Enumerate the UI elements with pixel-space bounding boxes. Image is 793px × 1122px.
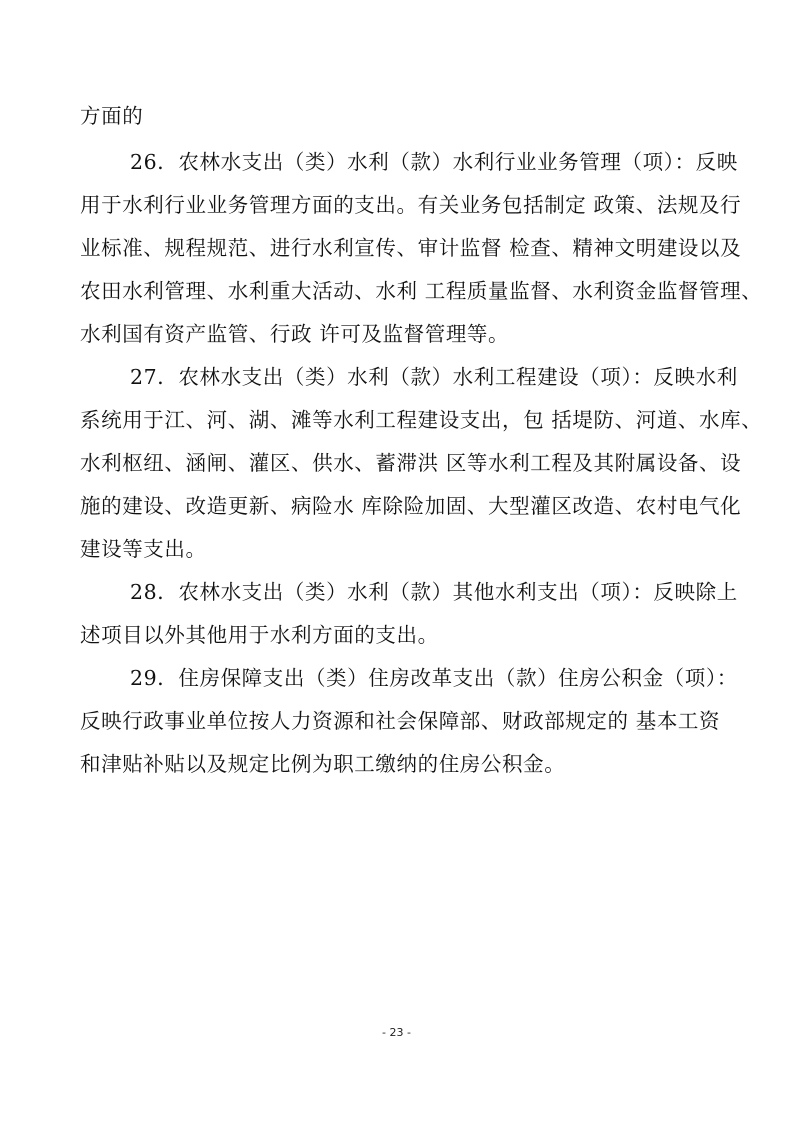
paragraph-27-line: 系统用于江、河、湖、滩等水利工程建设支出，包 括堤防、河道、水库、 bbox=[80, 408, 763, 432]
paragraph-28-line: 述项目以外其他用于水利方面的支出。 bbox=[80, 623, 439, 647]
paragraph-27-line: 27．农林水支出（类）水利（款）水利工程建设（项）：反映水利 bbox=[130, 365, 738, 389]
paragraph-29-line: 29．住房保障支出（类）住房改革支出（款）住房公积金（项）： bbox=[130, 666, 738, 690]
paragraph-26-line: 26．农林水支出（类）水利（款）水利行业业务管理（项）：反映 bbox=[130, 150, 738, 174]
paragraph-27-line: 施的建设、改造更新、病险水 库除险加固、大型灌区改造、农村电气化 bbox=[80, 494, 742, 518]
paragraph-27-line: 水利枢纽、涵闸、灌区、供水、蓄滞洪 区等水利工程及其附属设备、设 bbox=[80, 451, 742, 475]
paragraph-28-line: 28．农林水支出（类）水利（款）其他水利支出（项）：反映除上 bbox=[130, 580, 738, 604]
text-line: 方面的 bbox=[80, 104, 144, 128]
paragraph-26-line: 业标准、规程规范、进行水利宣传、审计监督 检查、精神文明建设以及 bbox=[80, 236, 742, 260]
paragraph-29-line: 和津贴补贴以及规定比例为职工缴纳的住房公积金。 bbox=[80, 752, 566, 776]
paragraph-26-line: 用于水利行业业务管理方面的支出。有关业务包括制定 政策、法规及行 bbox=[80, 193, 742, 217]
paragraph-29-line: 反映行政事业单位按人力资源和社会保障部、财政部规定的 基本工资 bbox=[80, 709, 721, 733]
paragraph-26-line: 水利国有资产监管、行政 许可及监督管理等。 bbox=[80, 322, 510, 346]
page-number: - 23 - bbox=[382, 1026, 411, 1039]
paragraph-26-line: 农田水利管理、水利重大活动、水利 工程质量监督、水利资金监督管理、 bbox=[80, 279, 763, 303]
paragraph-27-line: 建设等支出。 bbox=[80, 537, 207, 561]
